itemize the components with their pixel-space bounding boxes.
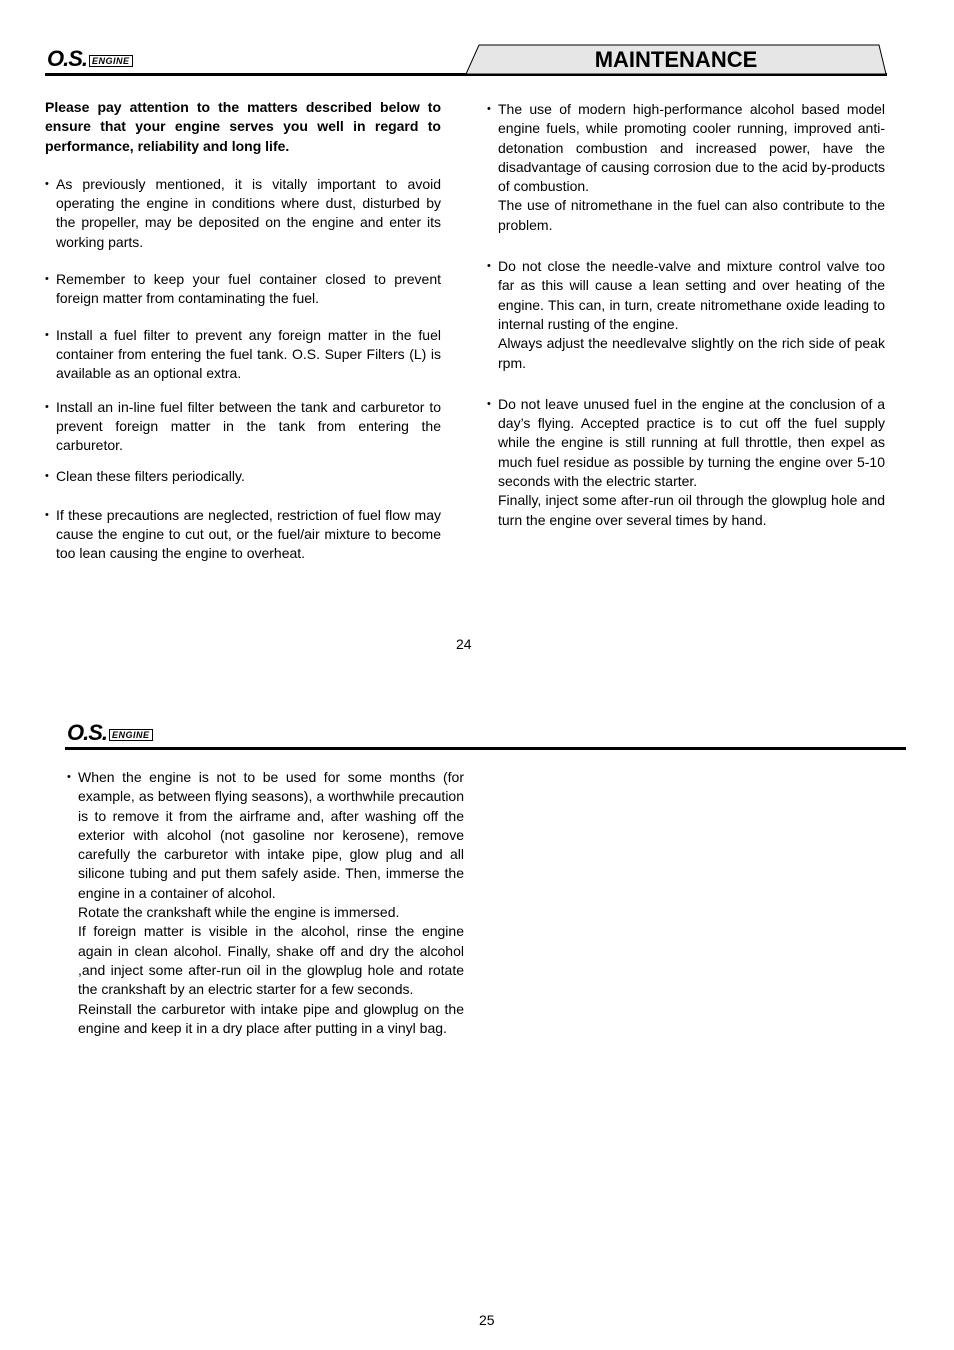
os-engine-logo: O.S. ENGINE	[47, 46, 133, 72]
page-number: 24	[456, 636, 472, 652]
list-item: • Do not leave unused fuel in the engine at the conclusion of a day’s flying. Accepted practice is to cut off the fuel supply while the engine is still running at full throttle, then expel as much fuel residue as possible by turning the engine over 5-10 seconds with the electric starter. Finally, inject some after-run oil through the glowplug hole and turn the engine over several times by hand.	[487, 395, 885, 530]
os-engine-logo: O.S. ENGINE	[67, 720, 153, 746]
list-item: • As previously mentioned, it is vitally important to avoid operating the engine in conditions where dust, disturbed by the propeller, may be deposited on the engine and enter its working parts.	[45, 175, 441, 252]
right-column	[487, 100, 885, 530]
main-column	[67, 768, 464, 1038]
section-title-tab	[465, 44, 887, 75]
list-item: • When the engine is not to be used for some months (for example, as between flying seasons), a worthwhile precaution is to remove it from the airframe and, after washing off the exterior with alcohol (not gasoline nor kerosene), remove carefully the carburetor with intake pipe, glow plug and all silicone tubing and put them safely aside. Then, immerse the engine in a container of alcohol. Rotate the crankshaft while the engine is immersed. If foreign matter is visible in the alcohol, rinse the engine again in clean alcohol. Finally, shake off and dry the alcohol ,and inject some after-run oil in the glowplug hole and rotate the crankshaft by an electric starter for a few seconds. Reinstall the carburetor with intake pipe and glowplug on the engine and keep it in a dry place after putting in a vinyl bag.	[67, 768, 464, 1038]
intro-paragraph: Please pay attention to the matters described below to ensure that your engine serves you well in regard to performance, reliability and long life.	[45, 99, 441, 154]
header-rule	[65, 747, 906, 750]
page-number: 25	[479, 1312, 495, 1328]
left-column	[45, 98, 441, 564]
list-item: • Remember to keep your fuel container closed to prevent foreign matter from contaminating the fuel.	[45, 270, 441, 309]
section-title: MAINTENANCE	[594, 47, 758, 72]
list-item: • Install an in-line fuel filter between the tank and carburetor to prevent foreign matter in the tank from entering the carburetor.	[45, 398, 441, 456]
list-item: • Clean these filters periodically.	[45, 467, 441, 486]
list-item: • If these precautions are neglected, restriction of fuel flow may cause the engine to cut out, or the fuel/air mixture to become too lean causing the engine to overheat.	[45, 506, 441, 564]
list-item: • Install a fuel filter to prevent any foreign matter in the fuel container from entering the fuel tank. O.S. Super Filters (L) is available as an optional extra.	[45, 326, 441, 384]
list-item: • Do not close the needle-valve and mixture control valve too far as this will cause a lean setting and over heating of the engine. This can, in turn, create nitromethane oxide leading to internal rusting of the engine. Always adjust the needlevalve slightly on the rich side of peak rpm.	[487, 257, 885, 373]
list-item: • The use of modern high-performance alcohol based model engine fuels, while promoting cooler running, improved anti-detonation combustion and increased power, have the disadvantage of causing corrosion due to the acid by-products of combustion. The use of nitromethane in the fuel can also contribute to the problem.	[487, 100, 885, 235]
